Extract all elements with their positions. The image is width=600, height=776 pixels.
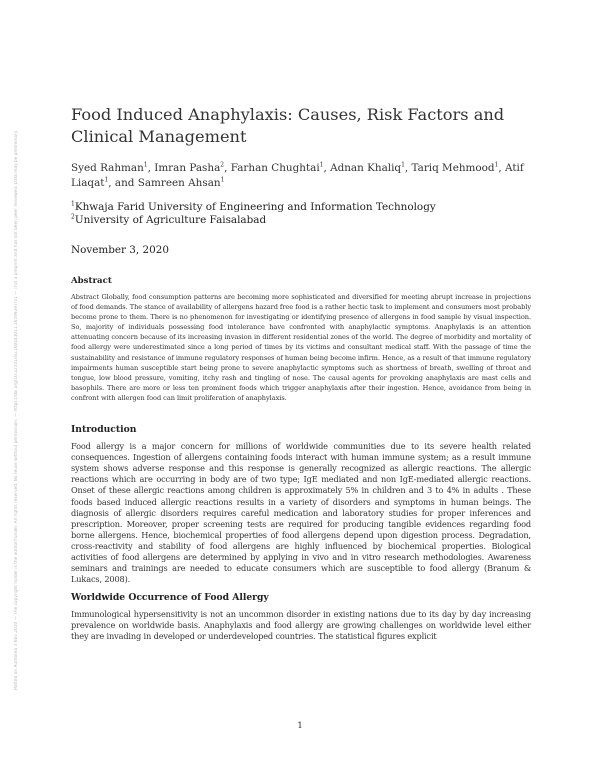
paper-title: Food Induced Anaphylaxis: Causes, Risk Factors and Clinical Management bbox=[71, 105, 505, 146]
publication-date: November 3, 2020 bbox=[71, 244, 169, 256]
affiliation: $^1$Khwaja Farid University of Engineering and Information Technology bbox=[71, 200, 436, 213]
preprint-sidebar-text: Posted on Authorea 3 Nov 2020 — The copyright holder is the author/funder. All rights reserved. No reuse without permission. — https://doi.org/10.22541/au.160443011.16599397/v1 — This a preprint and has not been peer reviewed. Data may be preliminary. bbox=[14, 130, 19, 690]
section-heading: Worldwide Occurrence of Food Allergy bbox=[71, 592, 269, 604]
author: Atif Liaqat$^1$ bbox=[71, 162, 524, 189]
affiliation: $^2$University of Agriculture Faisalabad bbox=[71, 213, 267, 226]
author: Tariq Mehmood$^1$ bbox=[411, 161, 499, 174]
page-number: 1 bbox=[297, 720, 303, 730]
author: Adnan Khaliq$^1$ bbox=[330, 161, 405, 174]
author: Syed Rahman$^1$ bbox=[71, 161, 148, 174]
author: Samreen Ahsan$^1$ bbox=[137, 176, 225, 189]
preprint-sidebar bbox=[14, 70, 24, 690]
affiliation-list bbox=[71, 201, 531, 227]
author: Farhan Chughtai$^1$ bbox=[230, 161, 324, 174]
abstract-text: Abstract Globally, food consumption patterns are becoming more sophisticated and diversified for meeting abrupt increase in projections of food demands. The stance of availability of allergens hazard free food is a rather hectic task to implement and consumers most probably become prone to them. There is no phenomenon for investigating or identifying presence of allergens in food sample by visual inspection. So, majority of individuals possessing food intolerance have confronted with anaphylactic symptoms. Anaphylaxis is an attention attenuating concern because of its increasing invasion in different residential zones of the world. The degree of morbidity and mortality of food allergy were underestimated since a long period of times by its victims and consultant medical staff. With the passage of time the sustainability and resistance of immune regulatory responses of human being become infirm. Hence, as a result of that immune regulatory impairments human susceptible start being prone to severe anaphylactic symptoms such as shortness of breath, swelling of throat and tongue, low blood pressure, vomiting, itchy rash and tingling of nose. The causal agents for provoking anaphylaxis are mast cells and basophils. There are more or less ten prominent foods which trigger anaphylaxis after their ingestion. Hence, avoidance from being in confront with allergen food can limit proliferation of anaphylaxis. bbox=[71, 293, 531, 402]
section-body: Immunological hypersensitivity is not an uncommon disorder in existing nations due to its day by day increasing prevalence on worldwide basis. Anaphylaxis and food allergy are growing challenges on worldwide level either they are invading in developed or underdeveloped countries. The statistical figures explicit bbox=[71, 609, 531, 642]
paper-page bbox=[71, 104, 531, 650]
abstract-heading: Abstract bbox=[71, 276, 112, 286]
author-list: Syed Rahman$^1$, Imran Pasha$^2$, Farhan Chughtai$^1$, Adnan Khaliq$^1$, Tariq Mehmood$^1$, Atif Liaqat$^1$, and Samreen Ahsan$^1$ bbox=[71, 161, 524, 189]
section-body: Food allergy is a major concern for millions of worldwide communities due to its severe health related consequences. Ingestion of allergens containing foods interact with human immune system; as a result immune system shows adverse response and this response is generally recognized as allergic reactions. The allergic reactions which are occurring in body are of two type; IgE mediated and non IgE-mediated allergic reactions. Onset of these allergic reactions among children is approximately 5% in children and 3 to 4% in adults . These foods based induced allergic reactions results in a variety of disorders and symptoms in human beings. The diagnosis of allergic disorders requires careful medication and laboratory studies for proper inferences and prescription. Moreover, proper screening tests are required for producing tangible evidences regarding food borne allergens. Hence, biochemical properties of food allergens depend upon digestion process. Degradation, cross-reactivity and stability of food allergens are highly influenced by biochemical properties. Biological activities of food allergens are determined by applying in vivo and in vitro research methodologies. Awareness seminars and trainings are needed to educate consumers which are susceptible to food allergy (Branum & Lukacs, 2008). bbox=[71, 441, 531, 585]
section-heading: Introduction bbox=[71, 424, 137, 436]
author: Imran Pasha$^2$ bbox=[154, 161, 225, 174]
